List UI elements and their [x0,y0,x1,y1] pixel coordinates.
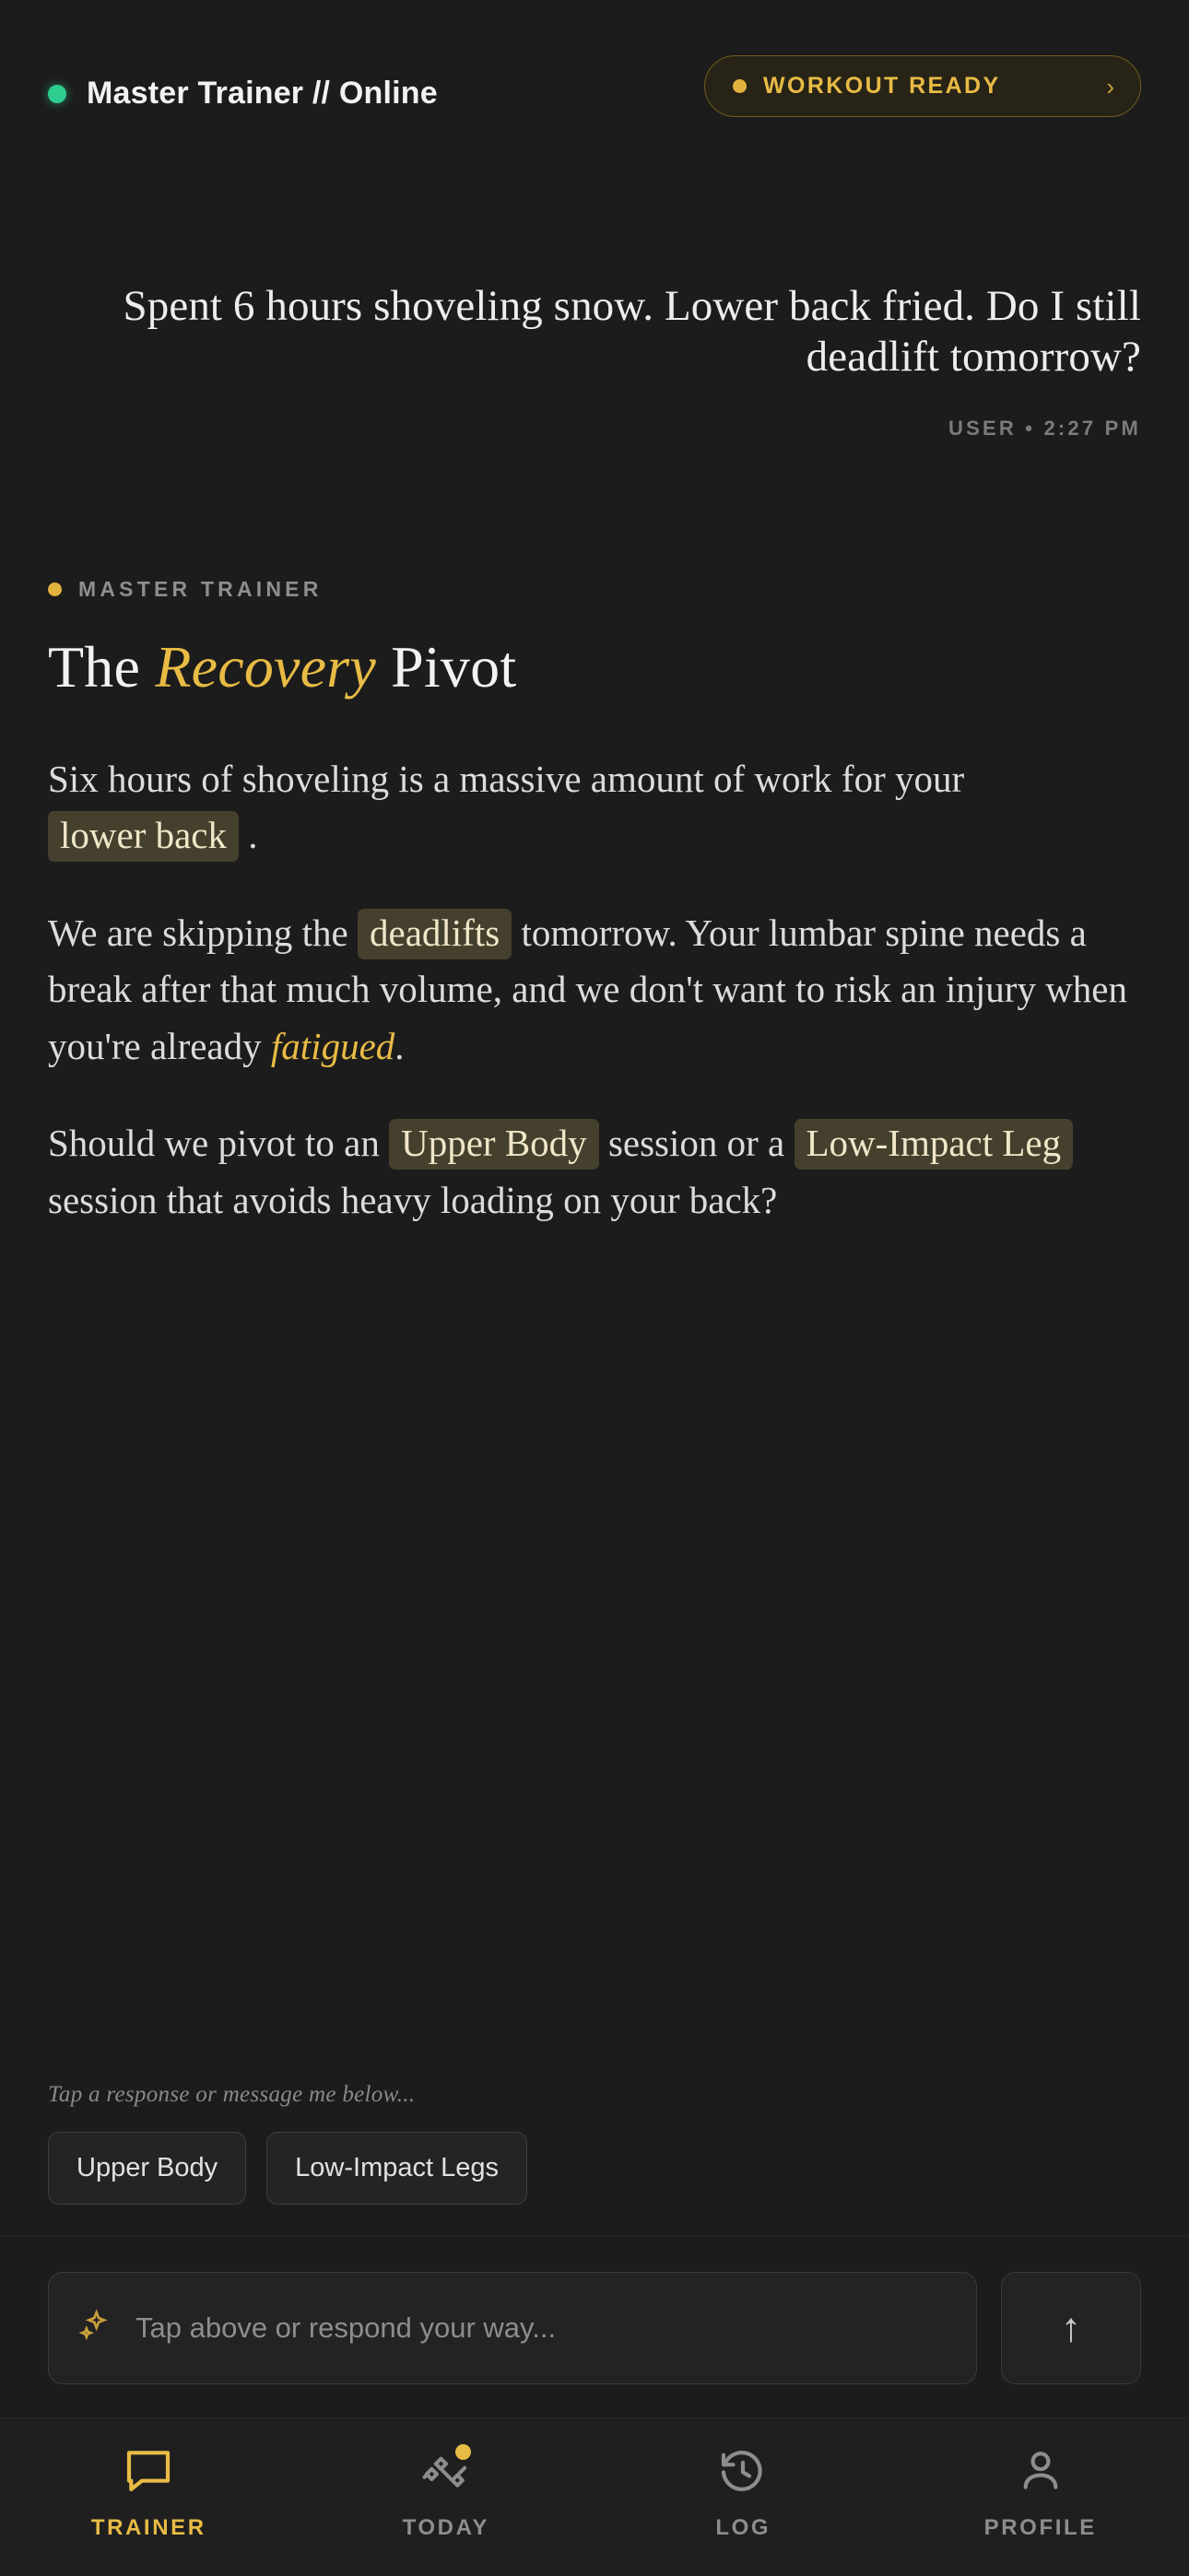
arrow-up-icon: ↑ [1061,2305,1081,2350]
chip-upper-body: Upper Body [389,1119,599,1170]
assistant-paragraph-2 [48,905,1141,1076]
app-header [0,0,1189,184]
tab-today[interactable] [298,2446,595,2541]
p2-part2: tomorrow. Your lumbar spine needs a break after that much volume, and we don't want to risk an injury when you're already [48,911,1128,1067]
assistant-title [48,633,1141,701]
tab-profile-label: PROFILE [983,2515,1097,2540]
tab-trainer[interactable] [0,2446,298,2541]
p2-italic-fatigued: fatigued [270,1024,395,1067]
p1-part2: . [239,814,258,857]
p2-part3: . [394,1024,405,1067]
p3-part2: session or a [598,1122,795,1165]
suggestions-hint: Tap a response or message me below... [48,2082,416,2107]
message-input[interactable] [48,2272,977,2384]
suggestion-chip-low-impact-legs[interactable]: Low-Impact Legs [266,2132,527,2205]
assistant-paragraph-3 [48,1115,1141,1229]
user-message [48,281,1141,441]
tab-log-label: LOG [715,2515,771,2540]
suggestion-chip-upper-body[interactable]: Upper Body [48,2132,246,2205]
assistant-paragraph-1 [48,751,1141,865]
assistant-label-text: MASTER TRAINER [78,576,323,601]
assistant-message [48,577,1141,1229]
assistant-title-suffix: Pivot [375,633,517,700]
online-status-dot [48,85,66,103]
p1-part1: Six hours of shoveling is a massive amount of work for your [48,757,965,800]
app-title: Master Trainer // Online [87,76,438,111]
chevron-right-icon: › [1106,72,1114,100]
user-message-meta: USER • 2:27 PM [948,416,1141,440]
sparkle-icon [77,2308,113,2349]
p2-part1: We are skipping the [48,911,358,954]
history-clock-icon [717,2446,769,2499]
chip-deadlifts: deadlifts [358,909,512,959]
user-message-text: Spent 6 hours shoveling snow. Lower back fried. Do I still deadlift tomorrow? [123,282,1141,382]
today-badge-dot [455,2444,471,2460]
chat-bubble-icon [123,2446,174,2499]
workout-ready-button[interactable] [704,55,1141,117]
bottom-tab-bar [0,2417,1189,2576]
assistant-label [48,577,1141,602]
conversation-area [0,184,1189,2027]
suggestion-chips [48,2132,1141,2205]
p3-part3: session that avoids heavy loading on your back? [48,1178,778,1221]
person-icon [1015,2446,1066,2499]
tab-today-label: TODAY [402,2515,489,2540]
chip-lower-back: lower back [48,811,239,862]
suggestions-area [0,2082,1189,2205]
tab-log[interactable] [594,2446,892,2541]
brand-status [48,55,438,112]
tab-profile[interactable] [892,2446,1189,2541]
message-composer [0,2236,1189,2417]
assistant-dot-icon [48,582,62,596]
tab-trainer-label: TRAINER [90,2515,206,2540]
assistant-title-emphasis: Recovery [155,633,376,700]
assistant-title-prefix: The [48,633,156,700]
workout-ready-label: WORKOUT READY [763,73,1001,99]
message-input-placeholder: Tap above or respond your way... [135,2311,557,2344]
ready-dot-icon [733,79,747,93]
p3-part1: Should we pivot to an [48,1122,390,1165]
send-button[interactable] [1001,2272,1141,2384]
chip-low-impact-leg: Low-Impact Leg [795,1119,1074,1170]
